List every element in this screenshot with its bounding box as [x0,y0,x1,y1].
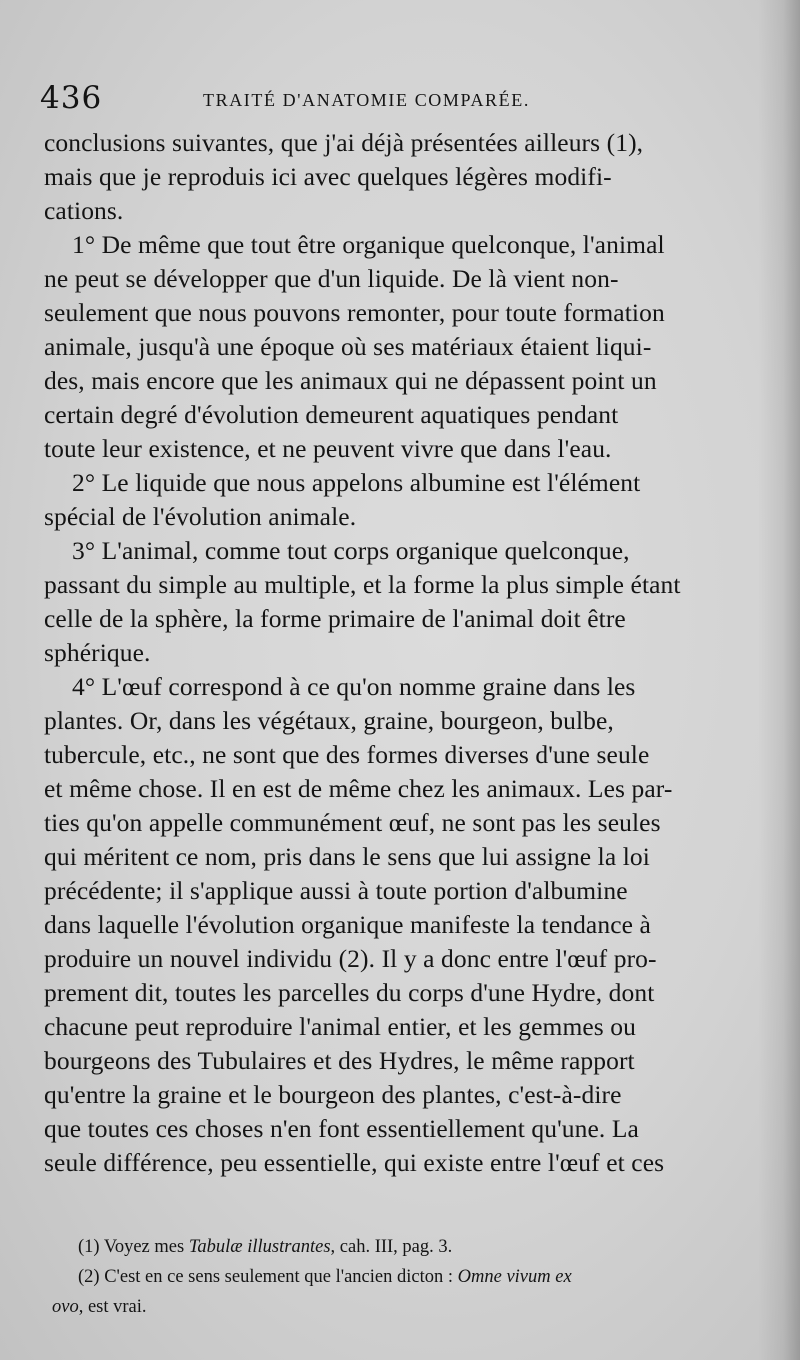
text-line: spécial de l'évolution animale. [44,502,357,531]
footnote-1-title: Tabulæ illustrantes [188,1237,331,1257]
page-number: 436 [40,80,103,116]
text-line: prement dit, toutes les parcelles du corps d'une Hydre, dont [44,978,655,1007]
footnote-1 [78,1232,452,1262]
text-line: qu'entre la graine et le bourgeon des plantes, c'est-à-dire [44,1080,622,1109]
footnote-2 [78,1262,572,1292]
page-edge-shadow [758,0,800,1360]
running-title: TRAITÉ D'ANATOMIE COMPARÉE. [203,90,530,110]
text-line: et même chose. Il en est de même chez les animaux. Les par- [44,774,673,803]
text-line: mais que je reproduis ici avec quelques légères modifi- [44,162,612,191]
footnote-2-tail: , est vrai. [78,1297,147,1317]
footnote-2-quote-end: ovo [52,1297,79,1317]
text-line: sphérique. [44,638,151,667]
text-line: seule différence, peu essentielle, qui existe entre l'œuf et ces [44,1148,665,1177]
text-line: conclusions suivantes, que j'ai déjà présentées ailleurs (1), [44,128,644,157]
text-line: chacune peut reproduire l'animal entier, et les gemmes ou [44,1012,637,1041]
text-line: ne peut se développer que d'un liquide. De là vient non- [44,264,619,293]
text-line: qui méritent ce nom, pris dans le sens que lui assigne la loi [44,842,650,871]
text-line: celle de la sphère, la forme primaire de l'animal doit être [44,604,626,633]
text-line: animale, jusqu'à une époque où ses matériaux étaient liqui- [44,332,652,361]
footnote-1-ref: , cah. III, pag. 3. [330,1237,453,1257]
text-line: que toutes ces choses n'en font essentiellement qu'une. La [44,1114,639,1143]
text-line: passant du simple au multiple, et la forme la plus simple étant [44,570,681,599]
text-line: cations. [44,196,124,225]
footnote-1-text: (1) Voyez mes [78,1237,189,1257]
text-line: bourgeons des Tubulaires et des Hydres, le même rapport [44,1046,635,1075]
footnote-2-text: (2) C'est en ce sens seulement que l'ancien dicton : [78,1267,458,1287]
text-line: seulement que nous pouvons remonter, pour toute formation [44,298,665,327]
text-line: produire un nouvel individu (2). Il y a donc entre l'œuf pro- [44,944,657,973]
paragraph-start: 2° Le liquide que nous appelons albumine est l'élément [72,468,641,497]
footnote-2-quote: Omne vivum ex [457,1267,572,1287]
page-header [40,78,760,124]
footnote-2-continuation [52,1292,147,1322]
text-line: ties qu'on appelle communément œuf, ne sont pas les seules [44,808,661,837]
text-line: toute leur existence, et ne peuvent vivre que dans l'eau. [44,434,612,463]
text-line: tubercule, etc., ne sont que des formes diverses d'une seule [44,740,650,769]
paragraph-start: 4° L'œuf correspond à ce qu'on nomme graine dans les [72,672,636,701]
paragraph-start: 3° L'animal, comme tout corps organique quelconque, [72,536,630,565]
text-line: des, mais encore que les animaux qui ne dépassent point un [44,366,657,395]
paragraph-start: 1° De même que tout être organique quelconque, l'animal [72,230,665,259]
text-line: certain degré d'évolution demeurent aquatiques pendant [44,400,619,429]
text-line: précédente; il s'applique aussi à toute portion d'albumine [44,876,628,905]
text-line: plantes. Or, dans les végétaux, graine, bourgeon, bulbe, [44,706,614,735]
text-line: dans laquelle l'évolution organique manifeste la tendance à [44,910,651,939]
